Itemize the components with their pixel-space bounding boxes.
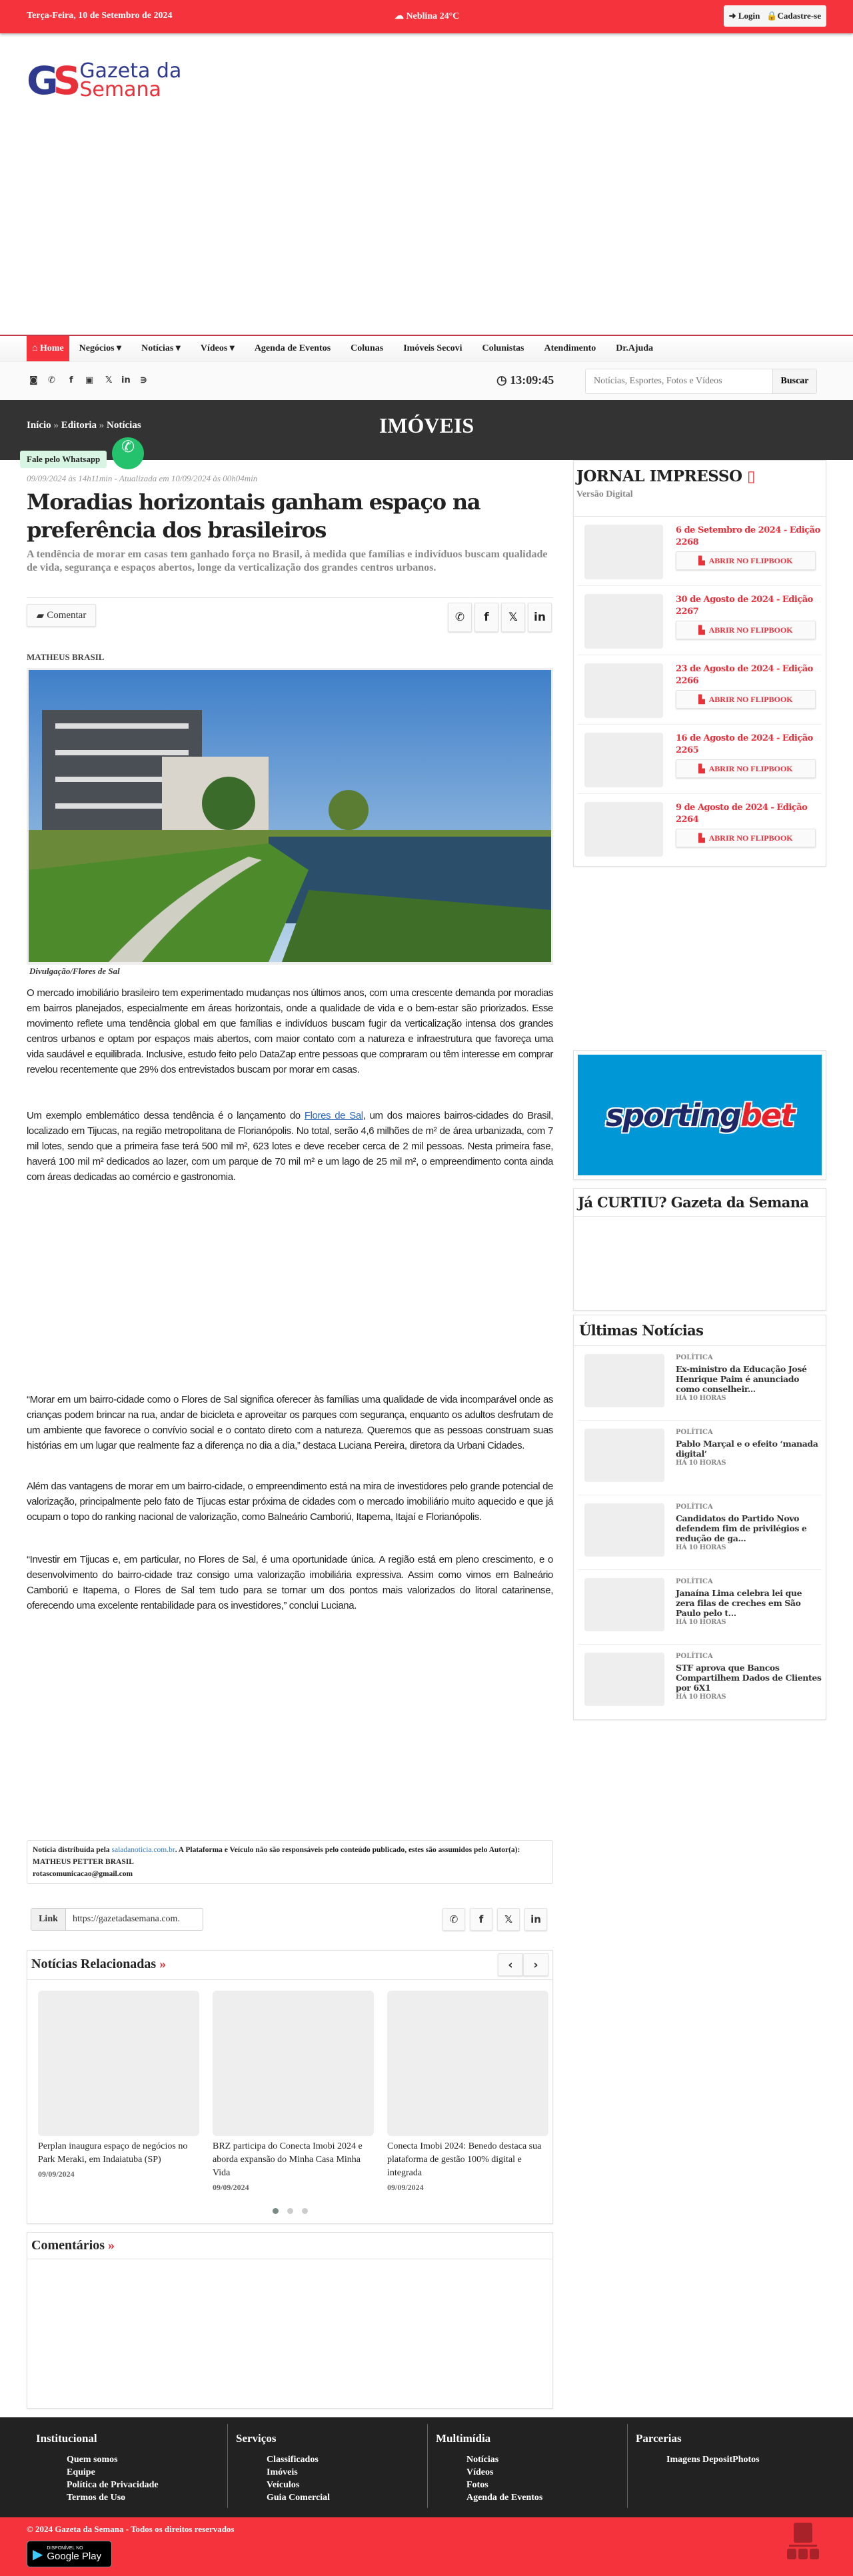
heading: Notícias Relacionadas: [31, 1957, 157, 1971]
comments-header: [27, 2233, 552, 2259]
dot[interactable]: [273, 2208, 279, 2214]
heading-arrow: »: [159, 1957, 167, 1971]
share-whatsapp[interactable]: ✆: [448, 603, 472, 632]
link-input[interactable]: https://gazetadasemana.com.: [73, 1914, 180, 1924]
flores-de-sal-link[interactable]: Flores de Sal: [304, 1110, 363, 1121]
news-item[interactable]: [578, 1421, 822, 1495]
related-card[interactable]: [387, 1991, 548, 2193]
crumb-noticias[interactable]: Notícias: [107, 420, 141, 431]
carousel-dots: [27, 2208, 552, 2214]
comments-section: [27, 2232, 553, 2409]
photo-caption: Divulgação/Flores de Sal: [29, 966, 120, 976]
footer-link[interactable]: Fotos: [466, 2480, 488, 2490]
news-item[interactable]: [578, 1645, 822, 1719]
ad-text: sporting: [605, 1097, 740, 1133]
heading: JORNAL IMPRESSO: [576, 467, 742, 485]
edition-item: [578, 586, 822, 655]
news-time: HÁ 10 HORAS: [676, 1395, 726, 1402]
nav-home[interactable]: ⌂ Home: [27, 336, 69, 361]
related-title: Perplan inaugura espaço de negócios no Park Meraki, em Indaiatuba (SP): [38, 2141, 188, 2165]
nav-atendimento[interactable]: Atendimento: [544, 343, 596, 353]
clock: ◷ 13:09:45: [496, 373, 554, 387]
facebook-widget: [573, 1188, 826, 1311]
flipbook-button[interactable]: ▙ ABRIR NO FLIPBOOK: [676, 690, 816, 709]
rss-icon[interactable]: ⋑: [140, 375, 147, 385]
news-category: POLÍTICA: [676, 1429, 713, 1436]
badge-big: Google Play: [47, 2551, 102, 2562]
news-thumb: [584, 1578, 664, 1631]
author-email: rotascomunicacao@gmail.com: [33, 1870, 133, 1878]
social-bar: [0, 361, 853, 400]
news-thumb: [584, 1653, 664, 1706]
file-icon: ▙: [698, 763, 705, 773]
signup-button[interactable]: 🔒Cadastre-se: [766, 11, 821, 21]
footer-col-parcerias: [626, 2424, 828, 2508]
related-date: 09/09/2024: [213, 2183, 249, 2192]
footer-link[interactable]: Vídeos: [466, 2467, 494, 2477]
crumb-sep: »: [99, 420, 105, 431]
edition-title[interactable]: 6 de Setembro de 2024 - Edição 2268: [676, 525, 820, 547]
nav-videos[interactable]: Vídeos ▾: [200, 343, 235, 353]
news-thumb: [584, 1354, 664, 1407]
nav-noticias[interactable]: Notícias ▾: [141, 343, 181, 353]
accessibility-icon[interactable]: [785, 2523, 821, 2557]
article-title: Moradias horizontais ganham espaço na preferência dos brasileiros: [27, 489, 480, 543]
x-icon[interactable]: 𝕏: [105, 375, 113, 385]
ad-text: bet: [740, 1097, 794, 1133]
news-time: HÁ 10 HORAS: [676, 1619, 726, 1626]
badge-small: DISPONÍVEL NO: [47, 2546, 83, 2551]
news-time: HÁ 10 HORAS: [676, 1459, 726, 1467]
footer-link[interactable]: Política de Privacidade: [67, 2480, 159, 2490]
nav-agenda[interactable]: Agenda de Eventos: [254, 343, 331, 353]
crumb-inicio[interactable]: Início: [27, 420, 51, 431]
text: Notícia distribuída pela: [33, 1846, 112, 1854]
news-title: Janaína Lima celebra lei que zera filas de creches em São Paulo pelo t...: [676, 1588, 802, 1618]
edition-cover[interactable]: [584, 525, 663, 579]
footer-heading: Serviços: [236, 2432, 277, 2445]
whatsapp-float-button[interactable]: ✆: [112, 437, 144, 469]
main-nav: [0, 335, 853, 361]
footer-heading: Institucional: [36, 2432, 97, 2445]
site-logo[interactable]: [27, 58, 182, 103]
login-button[interactable]: ➜ Login: [728, 11, 760, 21]
crumb-editoria[interactable]: Editoria: [61, 420, 97, 431]
related-image: [38, 1991, 199, 2136]
clock-icon: ◷: [496, 373, 510, 387]
share-x-bottom[interactable]: 𝕏: [497, 1908, 520, 1931]
jornal-impresso: [573, 460, 826, 867]
edition-title[interactable]: 23 de Agosto de 2024 - Edição 2266: [676, 664, 813, 686]
news-title: Candidatos do Partido Novo defendem fim de privilégios e redução de ga...: [676, 1513, 807, 1543]
text: Um exemplo emblemático dessa tendência é o lançamento do: [27, 1110, 305, 1121]
distribution-notice: [27, 1840, 553, 1884]
current-date: Terça-Feira, 10 de Setembro de 2024: [27, 11, 173, 21]
dot[interactable]: [287, 2208, 293, 2214]
paragraph: “Investir em Tijucas e, em particular, no Flores de Sal, é uma oportunidade única. A região está em pleno crescimento, e o desenvolvimento do bairro-cidade traz consigo uma valorização imobiliária expressiva. Assim como vimos em Balneário Camboriú e Itapema, o Flores de Sal tem tudo para se tornar um dos pontos mais valorizados do litoral catarinense, oferecendo uma excelente rentabilidade para os investidores,” conclui Luciana.: [27, 1554, 553, 1611]
instagram-icon[interactable]: ◙: [29, 375, 38, 385]
nav-drajuda[interactable]: Dr.Ajuda: [616, 343, 654, 353]
breadcrumb: [27, 420, 141, 431]
nav-colunistas[interactable]: Colunistas: [482, 343, 524, 353]
development-rendering-image: [29, 670, 551, 962]
logo-line1: Gazeta da: [79, 59, 182, 83]
next-arrow-icon[interactable]: ›: [523, 1953, 548, 1976]
share-facebook[interactable]: f: [474, 603, 498, 632]
related-title: Conecta Imobi 2024: Benedo destaca sua plataforma de gestão 100% digital e integrada: [387, 2141, 542, 2178]
tablet-icon: ▯: [747, 467, 756, 485]
edition-item: [578, 794, 822, 863]
footer-link[interactable]: Imóveis: [267, 2467, 298, 2477]
share-facebook-bottom[interactable]: f: [470, 1908, 492, 1931]
heading-arrow: »: [107, 2238, 115, 2253]
logo-line2: Semana: [79, 78, 161, 101]
share-x[interactable]: 𝕏: [501, 603, 525, 632]
whatsapp-icon[interactable]: ✆: [48, 375, 55, 385]
news-time: HÁ 10 HORAS: [676, 1693, 726, 1701]
news-thumb: [584, 1503, 664, 1557]
news-category: POLÍTICA: [676, 1653, 713, 1660]
news-title: Ex-ministro da Educação José Henrique Paim é anunciado como conselheir...: [676, 1364, 807, 1394]
share-link: [31, 1908, 203, 1931]
nav-colunas[interactable]: Colunas: [351, 343, 384, 353]
edition-cover[interactable]: [584, 802, 663, 857]
heading: Comentários: [31, 2238, 105, 2253]
paragraph: “Morar em um bairro-cidade como o Flores de Sal significa oferecer às famílias uma qualidade de vida incomparável onde as crianças podem brincar na rua, andar de bicicleta e aproveitar os parques com segurança, enquanto os adultos desfrutam de um ambiente que favorece o convívio social e o contato direto com a natureza. Queremos que as pessoas construam suas histórias em um lugar que realmente faz a diferença no dia a dia,” destaca Luciana Pereira, diretora da Urbani Cidades.: [27, 1394, 553, 1451]
related-date: 09/09/2024: [387, 2183, 424, 2192]
share-linkedin[interactable]: in: [528, 603, 552, 632]
related-date: 09/09/2024: [38, 2169, 75, 2179]
footer-link[interactable]: Veículos: [267, 2480, 300, 2490]
news-thumb: [584, 1429, 664, 1482]
comment-icon: ▰: [36, 610, 45, 621]
saladanoticia-link[interactable]: saladanoticia.com.br: [111, 1846, 175, 1854]
footer-link[interactable]: Equipe: [67, 2467, 95, 2477]
crumb-sep: »: [53, 420, 59, 431]
comment-button[interactable]: ▰ Comentar: [27, 604, 96, 627]
flipbook-button[interactable]: ▙ ABRIR NO FLIPBOOK: [676, 621, 816, 639]
curtiu-title: Já CURTIU? Gazeta da Semana: [574, 1189, 826, 1217]
flipbook-button[interactable]: ▙ ABRIR NO FLIPBOOK: [676, 551, 816, 570]
whatsapp-label[interactable]: Fale pelo Whatsapp: [20, 451, 107, 468]
footer-link[interactable]: Termos de Uso: [67, 2493, 126, 2503]
text: , um dos maiores bairros-cidades do Brasil, localizado em Tijucas, na região metropolitana de Florianópolis. No total, serão 4,6 milhões de m² de área urbanizada, com 7 mil lotes, sendo que a primeira fase terá 500 mil m², 623 lotes e deve receber cerca de 2 mil pessoas. Nesta primeira fase, haverá 100 mil m² dedicados ao lazer, com um parque de 70 mil m² e um lago de 25 mil m², o empreendimento conta ainda com áreas dedicadas ao comércio e gastronomia.: [27, 1110, 553, 1183]
article-subtitle: A tendência de morar em casas tem ganhado força no Brasil, à medida que famílias e indivíduos buscam qualidade de vida, segurança e espaços abertos, longe da verticalização dos grandes centros urbanos.: [27, 549, 548, 573]
prev-arrow-icon[interactable]: ‹: [498, 1953, 523, 1976]
youtube-icon[interactable]: ▣: [85, 375, 94, 385]
news-category: POLÍTICA: [676, 1503, 713, 1511]
share-linkedin-bottom[interactable]: in: [524, 1908, 547, 1931]
auth-group: [724, 5, 826, 27]
copyright-bar: [0, 2517, 853, 2576]
footer-link[interactable]: Notícias: [466, 2455, 499, 2465]
footer-link[interactable]: Agenda de Eventos: [466, 2493, 543, 2503]
nav-negocios[interactable]: Negócios ▾: [79, 343, 122, 353]
related-title: BRZ participa do Conecta Imobi 2024 e aborda expansão do Minha Casa Minha Vida: [213, 2141, 363, 2178]
flipbook-button[interactable]: ▙ ABRIR NO FLIPBOOK: [676, 759, 816, 778]
file-icon: ▙: [698, 833, 705, 843]
paragraph: O mercado imobiliário brasileiro tem experimentado mudanças nos últimos anos, com uma crescente demanda por moradias em bairros planejados, especialmente em áreas horizontais, onde a qualidade de vida e o bem-estar são priorizados. Esse movimento reflete uma tendência global em que famílias e indivíduos buscam fugir da verticalização intensa dos grandes centros urbanos e optam por espaços mais abertos, com maior contato com a natureza e infraestrutura que favoreça uma vida saudável e equilibrada. Inclusive, estudo feito pelo DataZap entre pessoas que compraram ou têm interesse em comprar revelou recentemente que 29% dos entrevistados buscam por morar em casas.: [27, 987, 553, 1075]
link-label: Link: [31, 1909, 66, 1930]
edition-cover[interactable]: [584, 733, 663, 787]
related-news: [27, 1950, 553, 2224]
text: . A Plataforma e Veículo não são responsáveis pelo conteúdo publicado, estes são assumidos pelo Autor(a):: [175, 1846, 520, 1854]
footer-col-servicos: [227, 2424, 428, 2508]
search-button[interactable]: Buscar: [772, 369, 816, 393]
related-card[interactable]: [38, 1991, 199, 2179]
section-title: IMÓVEIS: [379, 413, 474, 437]
jornal-subtitle: Versão Digital: [576, 489, 633, 499]
edition-item: [578, 517, 822, 586]
play-icon: ▶: [33, 2547, 43, 2562]
lock-icon: 🔒: [766, 11, 778, 21]
edition-cover[interactable]: [584, 594, 663, 649]
google-play-badge[interactable]: [27, 2541, 112, 2567]
footer-link[interactable]: Classificados: [267, 2455, 319, 2465]
search-input[interactable]: [586, 369, 772, 393]
file-icon: ▙: [698, 555, 705, 565]
file-icon: ▙: [698, 625, 705, 635]
logo-mark: GS: [27, 58, 76, 103]
divider: [27, 597, 553, 598]
news-item[interactable]: [578, 1495, 822, 1570]
fog-icon: ☁: [395, 11, 407, 21]
news-time: HÁ 10 HORAS: [676, 1544, 726, 1551]
sportingbet-ad[interactable]: [573, 1050, 826, 1180]
flipbook-button[interactable]: ▙ ABRIR NO FLIPBOOK: [676, 829, 816, 847]
latest-title: Últimas Notícias: [574, 1315, 826, 1346]
top-bar: [0, 0, 853, 33]
footer-heading: Multimídia: [436, 2432, 491, 2445]
footer-heading: Parcerias: [636, 2432, 682, 2445]
nav-imoveis-secovi[interactable]: Imóveis Secovi: [403, 343, 462, 353]
footer-col-multimidia: [426, 2424, 628, 2508]
news-title: STF aprova que Bancos Compartilhem Dados de Clientes por 6X1: [676, 1663, 822, 1693]
footer-link[interactable]: Quem somos: [67, 2455, 118, 2465]
news-title: Pablo Marçal e o efeito ‘manada digital’: [676, 1439, 818, 1459]
footer-links: [0, 2417, 853, 2517]
related-image: [213, 1991, 374, 2136]
search-form: [585, 369, 817, 394]
jornal-title: [576, 467, 823, 485]
paragraph: Além das vantagens de morar em um bairro-cidade, o empreendimento está na mira de investidores pelo grande potencial de valorização, principalmente pelo fato de Tijucas estar próxima de cidades com o mercado imobiliário muito aquecido e que já ocupam o topo do ranking nacional de valorização, como Balneário Camboriú, Itapema, Itajaí e Florianópolis.: [27, 1481, 553, 1523]
news-category: POLÍTICA: [676, 1354, 713, 1361]
edition-title[interactable]: 9 de Agosto de 2024 - Edição 2264: [676, 803, 808, 825]
related-image: [387, 1991, 548, 2136]
related-card[interactable]: [213, 1991, 374, 2193]
edition-cover[interactable]: [584, 663, 663, 718]
edition-item: [578, 725, 822, 794]
footer-link[interactable]: Guia Comercial: [267, 2493, 331, 2503]
news-item[interactable]: [578, 1570, 822, 1645]
facebook-icon[interactable]: f: [69, 375, 73, 385]
file-icon: ▙: [698, 694, 705, 704]
article-author: MATHEUS BRASIL: [27, 652, 105, 662]
footer-col-institucional: [27, 2424, 228, 2508]
share-whatsapp-bottom[interactable]: ✆: [442, 1908, 465, 1931]
article-photo: [27, 668, 553, 965]
copyright: © 2024 Gazeta da Semana - Todos os direitos reservados: [27, 2524, 235, 2534]
ad-logo: [578, 1055, 822, 1175]
weather: ☁ Neblina 24°C: [395, 11, 460, 21]
latest-news: [573, 1315, 826, 1720]
edition-title[interactable]: 16 de Agosto de 2024 - Edição 2265: [676, 733, 813, 755]
edition-title[interactable]: 30 de Agosto de 2024 - Edição 2267: [676, 595, 813, 617]
dot[interactable]: [302, 2208, 308, 2214]
news-category: POLÍTICA: [676, 1578, 713, 1585]
edition-item: [578, 655, 822, 725]
linkedin-icon[interactable]: in: [121, 375, 131, 385]
footer-link[interactable]: Imagens DepositPhotos: [666, 2455, 760, 2465]
related-header: [27, 1951, 552, 1980]
paragraph: [27, 1108, 553, 1185]
carousel-arrows: [498, 1953, 548, 1976]
article-meta: 09/09/2024 às 14h11min - Atualizada em 10/09/2024 às 00h04min: [27, 473, 258, 483]
author-name: MATHEUS PETTER BRASIL: [33, 1858, 134, 1866]
news-item[interactable]: [578, 1346, 822, 1421]
